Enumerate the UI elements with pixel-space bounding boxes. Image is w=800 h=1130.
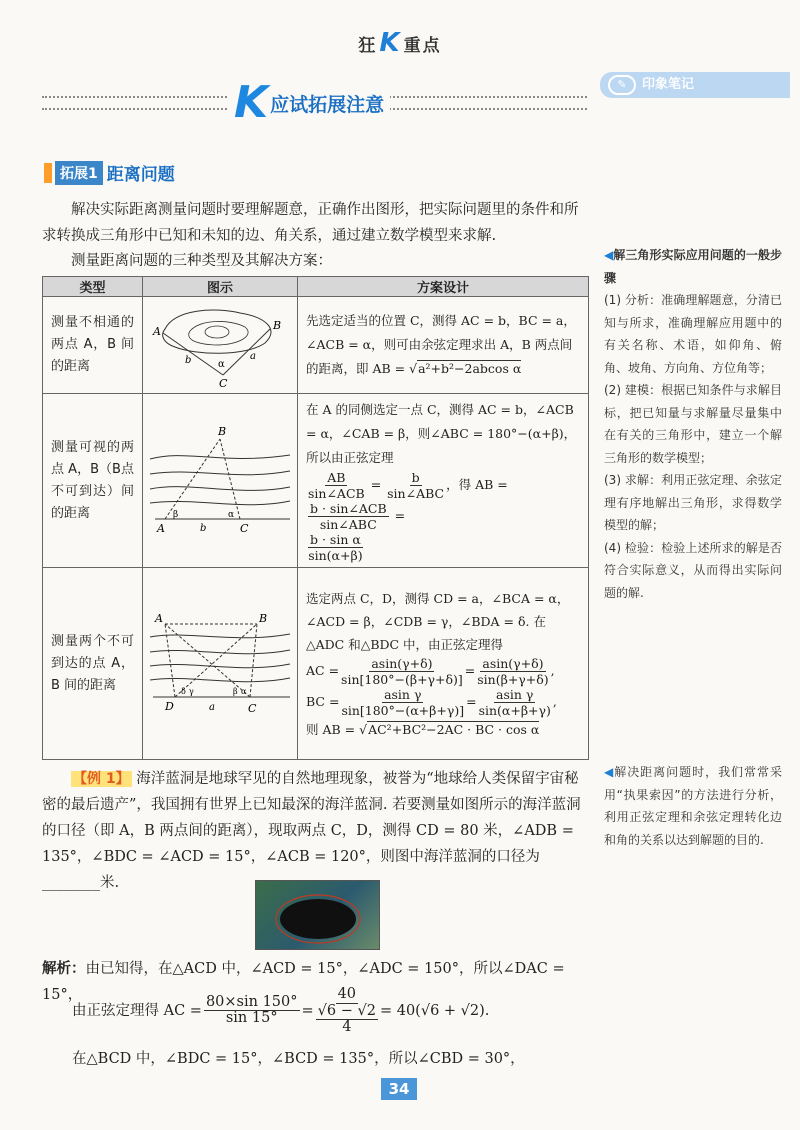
- label-B: B: [218, 424, 227, 438]
- row-type: 测量可视的两点 A，B（B点不可到达）间的距离: [43, 394, 143, 568]
- notes-header: ✎ 印象笔记: [600, 72, 790, 98]
- step-2: (2) 建模：根据已知条件与求解目标，把已知量与求解量尽量集中在有关的三角形中，建立一个解三角形的数学模型；: [604, 383, 782, 465]
- label-B: B: [259, 611, 268, 625]
- intro-paragraph: 解决实际距离测量问题时要理解题意，正确作出图形，把实际问题里的条件和所求转换成三角形中已知和未知的边、角关系，通过建立数学模型来求解.: [42, 202, 579, 244]
- intro-paragraph-2: 测量距离问题的三种类型及其解决方案：: [71, 253, 332, 269]
- example-tag: 【例 1】: [73, 771, 130, 787]
- label-D: D: [165, 699, 174, 713]
- fraction: $\frac{\text{asin γ}}{\sin[180^\circ-(\alpha+\beta+\gamma)]}$: [341, 686, 465, 718]
- table-row: [43, 394, 589, 568]
- fraction: $\frac{AB}{\text{sin∠ACB}}$: [308, 470, 365, 501]
- col-header-type: 类型: [43, 277, 143, 297]
- label-C: C: [240, 521, 249, 535]
- table-header-row: [43, 277, 589, 297]
- lake-diagram: [145, 299, 295, 387]
- label-alpha: α: [241, 686, 247, 696]
- fraction: $\frac{asin(\gamma+\delta)}{\sin[180^\circ-(\beta+\gamma+\delta)]}$: [341, 655, 463, 687]
- fraction: $\frac{\text{b · sin α}}{\sin(\alpha+\beta)}$: [308, 532, 363, 563]
- running-header: 狂K 重点: [358, 28, 442, 58]
- label-A: A: [153, 325, 161, 338]
- plan-formula: a²+b²−2abcos α: [418, 361, 522, 376]
- distance-methods-table: [42, 276, 589, 760]
- label-gamma: γ: [189, 686, 194, 696]
- label-b: b: [200, 522, 207, 534]
- row-type: 测量不相通的两点 A，B 间的距离: [43, 297, 143, 394]
- blue-hole-photo: [255, 880, 380, 950]
- label-a: a: [250, 351, 256, 362]
- river-diagram: [145, 419, 295, 539]
- plan-text: 在 A 的同侧选定一点 C，测得 AC = b，∠ACB = α，∠CAB = β，则∠ABC = 180°−(α+β)，所以由正弦定理: [306, 402, 577, 465]
- fraction: $\frac{asin(\gamma+\delta)}{\sin(\beta+\gamma+\delta)}$: [477, 655, 549, 687]
- label-C: C: [219, 377, 228, 387]
- table-row: [43, 297, 589, 394]
- figure-cell: [143, 297, 298, 394]
- step-4: (4) 检验：检验上述所求的解是否符合实际意义，从而得出实际问题的解.: [604, 540, 782, 600]
- label-B: B: [273, 319, 282, 332]
- label-alpha: α: [228, 509, 235, 520]
- fraction: $\frac{b}{\text{sin∠ABC}}$: [387, 470, 445, 501]
- figure-cell: [143, 394, 298, 568]
- sidebar-note-tip: ◀解决距离问题时，我们常常采用“执果索因”的方法进行分析，利用正弦定理和余弦定理转化边和角的关系以达到解题的目的.: [604, 765, 782, 847]
- label-b: b: [185, 355, 192, 366]
- label-C: C: [248, 701, 257, 715]
- solution-line-1: 解析：由已知得，在△ACD 中，∠ACD = 15°，∠ADC = 150°，所以∠DAC = 15°，: [42, 960, 565, 1003]
- label-beta: β: [233, 686, 238, 696]
- notes-icon: ✎: [608, 75, 636, 95]
- fraction: $\frac{40}{\frac{√6 - √2}{4}}$: [317, 986, 376, 1035]
- plan-cell: 在 A 的同侧选定一点 C，测得 AC = b，∠ACB = α，∠CAB = β，则∠ABC = 180°−(α+β)，所以由正弦定理 $\frac{AB}{\text{sin∠ACB}}$ = $\frac{b}{\text{sin∠ABC}}$ ，得 AB = $\frac{\text{b · sin∠ACB}}{\text{sin∠ABC}}$ = $\frac{\text{b · sin α}}{\sin(\alpha+\beta)}$: [298, 394, 589, 568]
- solution-line-2: 由正弦定理得 AC = $\frac{80\times\sin 150^\circ}{\sin 15^\circ}$ = $\frac{40}{\frac{√6 - √2}{4}}$ = 40(√6 + √2).: [72, 986, 490, 1035]
- fraction: $\frac{\text{asin γ}}{\sin(\alpha+\beta+\gamma)}$: [478, 686, 551, 718]
- table-row: [43, 568, 589, 760]
- plan-formula: AC²+BC²−2AC · BC · cos α: [368, 721, 540, 737]
- step-1: (1) 分析：准确理解题意，分清已知与所求，准确理解应用题中的有关名称、术语，如仰角、俯角、坡角、方向角、方位角等；: [604, 293, 782, 375]
- fraction: $\frac{80\times\sin 150^\circ}{\sin 15^\circ}$: [205, 994, 298, 1026]
- figure-cell: [143, 568, 298, 760]
- book-icon: [44, 163, 52, 183]
- plan-cell: 先选定适当的位置 C，测得 AC = b，BC = a，∠ACB = α，则可由余弦定理求出 A，B 两点间的距离，即 AB = √a²+b²−2abcos α: [298, 297, 589, 394]
- section-heading: 拓展1 距离问题: [44, 160, 175, 185]
- label-A: A: [157, 521, 165, 535]
- two-points-diagram: [145, 602, 295, 722]
- label-a: a: [209, 701, 215, 713]
- step-3: (3) 求解：利用正弦定理、余弦定理有序地解出三角形，求得数学模型的解；: [604, 473, 782, 532]
- label-beta: β: [173, 509, 179, 520]
- banner-title: K 应试拓展注意: [228, 82, 390, 124]
- fraction: $\frac{\text{b · sin∠ACB}}{\text{sin∠ABC}}$: [310, 501, 387, 532]
- label-alpha: α: [218, 359, 225, 370]
- example-problem: 【例 1】 海洋蓝洞是地球罕见的自然地理现象，被誉为“地球给人类保留宇宙秘密的最后遗产”，我国拥有世界上已知最深的海洋蓝洞. 若要测量如图所示的海洋蓝洞的口径（即 A，B 两点间的距离），现取两点 C，D，测得 CD = 80 米，∠ADB = 135°，∠BDC = ∠ACD = 15°，∠ACB = 120°，则图中海洋蓝洞的口径为________米.: [42, 771, 581, 891]
- col-header-figure: 图示: [143, 277, 298, 297]
- plan-text: 选定两点 C，D，测得 CD = a，∠BCA = α，∠ACD = β，∠CDB = γ，∠BDA = δ. 在△ADC 和△BDC 中，由正弦定理得: [306, 590, 570, 652]
- row-type: 测量两个不可到达的点 A，B 间的距离: [43, 568, 143, 760]
- triangle-icon: ◀: [604, 248, 614, 262]
- label-A: A: [155, 611, 163, 625]
- label-delta: δ: [181, 686, 186, 696]
- page-number: 34: [381, 1078, 417, 1100]
- sidebar-note-steps: ◀解三角形实际应用问题的一般步骤 (1) 分析：准确理解题意，分清已知与所求，准确理解应用题中的有关名称、术语，如仰角、俯角、坡角、方向角、方位角等； (2) 建模：根据已知条件与求解目标，把已知量与求解量尽量集中在有关的三角形中，建立一个解三角形的数学模型； (3) 求解：利用正弦定理、余弦定理有序地解出三角形，求得数学模型的解； (4) 检验：检验上述所求的解是否符合实际意义，从而得出实际问题的解.: [604, 244, 782, 604]
- plan-text: 先选定适当的位置 C，测得 AC = b，BC = a，∠ACB = α，则可由余弦定理求出 A，B 两点间的距离，即 AB =: [306, 313, 576, 376]
- col-header-plan: 方案设计: [298, 277, 589, 297]
- triangle-icon: ◀: [604, 765, 615, 779]
- plan-cell: 选定两点 C，D，测得 CD = a，∠BCA = α，∠ACD = β，∠CDB = γ，∠BDA = δ. 在△ADC 和△BDC 中，由正弦定理得 AC = $\frac{asin(\gamma+\delta)}{\sin[180^\circ-(\beta+\gamma+\delta)]}$ = $\frac{asin(\gamma+\delta)}{\sin(\beta+\gamma+\delta)}$ , BC = $\frac{\text{asin γ}}{\sin[180^\circ-(\alpha+\beta+\gamma)]}$ = $\frac{\text{asin γ}}{\sin(\alpha+\beta+\gamma)}$ , 则 AB = √AC²+BC²−2AC · BC · cos α: [298, 568, 589, 760]
- solution-line-3: 在△BCD 中，∠BDC = 15°，∠BCD = 135°，所以∠CBD = 30°，: [72, 1051, 525, 1067]
